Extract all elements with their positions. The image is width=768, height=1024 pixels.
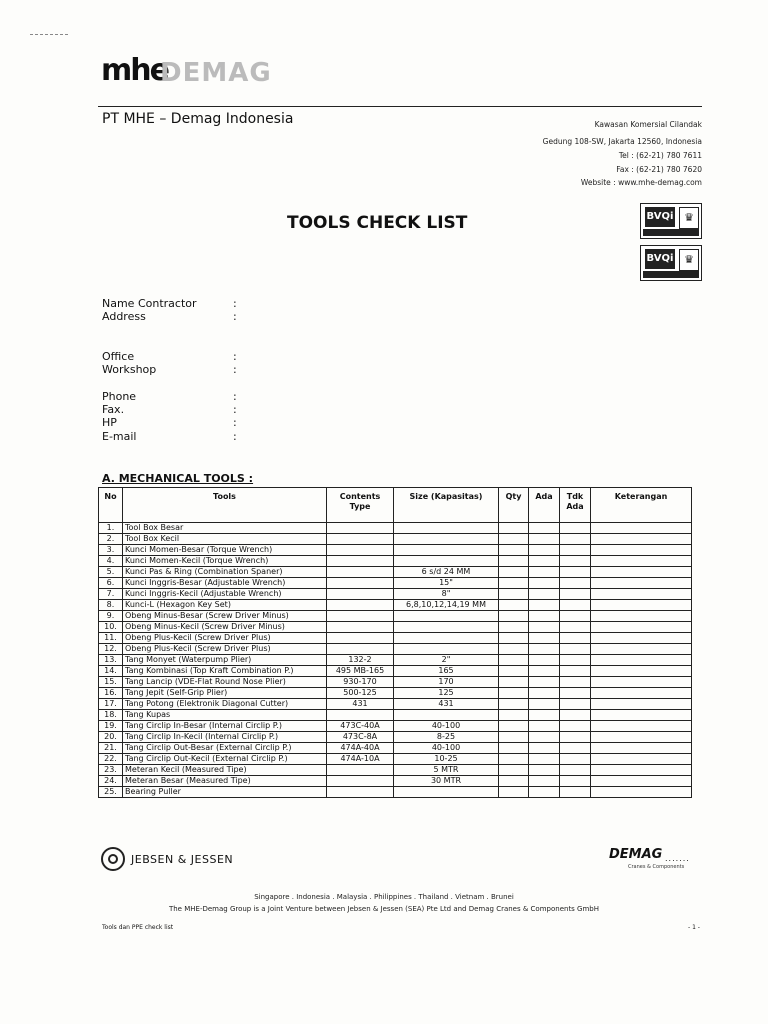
row-number: 10.	[99, 622, 123, 633]
row-number: 9.	[99, 611, 123, 622]
size-capacity: 40-100	[394, 721, 499, 732]
demag-logo: DEMAG	[160, 58, 272, 88]
table-row	[99, 677, 692, 688]
field-label-hp: HP	[102, 416, 117, 429]
tdk-ada-cell[interactable]	[560, 556, 591, 567]
qty-cell[interactable]	[499, 611, 529, 622]
tool-name: Tang Jepit (Self-Grip Plier)	[123, 688, 327, 699]
contents-type	[327, 644, 394, 655]
table-row	[99, 666, 692, 677]
table-row	[99, 556, 692, 567]
section-title: A. MECHANICAL TOOLS :	[102, 472, 254, 485]
contents-type	[327, 787, 394, 798]
keterangan-cell[interactable]	[591, 710, 692, 721]
contents-type	[327, 776, 394, 787]
contents-type	[327, 534, 394, 545]
size-capacity	[394, 556, 499, 567]
table-row	[99, 633, 692, 644]
row-number: 11.	[99, 633, 123, 644]
field-separator: :	[233, 390, 237, 403]
field-label-name-contractor: Name Contractor	[102, 297, 197, 310]
row-number: 25.	[99, 787, 123, 798]
tdk-ada-cell[interactable]	[560, 589, 591, 600]
keterangan-cell[interactable]	[591, 699, 692, 710]
row-number: 21.	[99, 743, 123, 754]
contents-type: 930-170	[327, 677, 394, 688]
ada-cell[interactable]	[529, 545, 560, 556]
qty-cell[interactable]	[499, 567, 529, 578]
qty-cell[interactable]	[499, 600, 529, 611]
ada-cell[interactable]	[529, 732, 560, 743]
footer-countries: Singapore . Indonesia . Malaysia . Philippines . Thailand . Vietnam . Brunei	[254, 893, 514, 901]
contents-type	[327, 567, 394, 578]
company-name: PT MHE – Demag Indonesia	[102, 111, 294, 127]
qty-cell[interactable]	[499, 523, 529, 534]
field-label-workshop: Workshop	[102, 363, 157, 376]
row-number: 19.	[99, 721, 123, 732]
qty-cell[interactable]	[499, 776, 529, 787]
qty-cell[interactable]	[499, 633, 529, 644]
tdk-ada-cell[interactable]	[560, 787, 591, 798]
size-capacity	[394, 523, 499, 534]
tool-name: Tang Circlip Out-Kecil (External Circlip P.)	[123, 754, 327, 765]
tdk-ada-cell[interactable]	[560, 567, 591, 578]
tool-name: Meteran Kecil (Measured Tipe)	[123, 765, 327, 776]
ada-cell[interactable]	[529, 666, 560, 677]
badge-caption-bar	[643, 271, 699, 278]
row-number: 17.	[99, 699, 123, 710]
tdk-ada-cell[interactable]	[560, 523, 591, 534]
tdk-ada-cell[interactable]	[560, 699, 591, 710]
tool-name: Tang Monyet (Waterpump Plier)	[123, 655, 327, 666]
contents-type	[327, 710, 394, 721]
qty-cell[interactable]	[499, 765, 529, 776]
tool-name: Tang Circlip In-Kecil (Internal Circlip P.)	[123, 732, 327, 743]
table-row	[99, 534, 692, 545]
keterangan-cell[interactable]	[591, 523, 692, 534]
size-capacity: 165	[394, 666, 499, 677]
tdk-ada-cell[interactable]	[560, 710, 591, 721]
contents-type: 495 MB-165	[327, 666, 394, 677]
keterangan-cell[interactable]	[591, 677, 692, 688]
table-row	[99, 721, 692, 732]
tdk-ada-cell[interactable]	[560, 732, 591, 743]
size-capacity: 8-25	[394, 732, 499, 743]
size-capacity	[394, 534, 499, 545]
size-capacity: 125	[394, 688, 499, 699]
table-row	[99, 644, 692, 655]
qty-cell[interactable]	[499, 578, 529, 589]
ada-cell[interactable]	[529, 721, 560, 732]
column-header-size: Size (Kapasitas)	[394, 488, 499, 523]
table-row	[99, 567, 692, 578]
tool-name: Kunci Inggris-Besar (Adjustable Wrench)	[123, 578, 327, 589]
contents-type: 473C-8A	[327, 732, 394, 743]
row-number: 12.	[99, 644, 123, 655]
bvqi-mark: BVQi	[645, 249, 675, 269]
qty-cell[interactable]	[499, 677, 529, 688]
crown-icon: ♛	[679, 249, 699, 271]
field-separator: :	[233, 430, 237, 443]
table-row	[99, 589, 692, 600]
qty-cell[interactable]	[499, 589, 529, 600]
size-capacity: 8"	[394, 589, 499, 600]
contents-type: 500-125	[327, 688, 394, 699]
contents-type	[327, 545, 394, 556]
qty-cell[interactable]	[499, 622, 529, 633]
qty-cell[interactable]	[499, 666, 529, 677]
table-row	[99, 688, 692, 699]
ada-cell[interactable]	[529, 688, 560, 699]
header-rule	[98, 106, 702, 107]
keterangan-cell[interactable]	[591, 644, 692, 655]
field-label-office: Office	[102, 350, 135, 363]
keterangan-cell[interactable]	[591, 688, 692, 699]
tool-name: Tang Kupas	[123, 710, 327, 721]
size-capacity: 6 s/d 24 MM	[394, 567, 499, 578]
field-separator: :	[233, 363, 237, 376]
keterangan-cell[interactable]	[591, 765, 692, 776]
row-number: 16.	[99, 688, 123, 699]
size-capacity: 6,8,10,12,14,19 MM	[394, 600, 499, 611]
qty-cell[interactable]	[499, 688, 529, 699]
tdk-ada-cell[interactable]	[560, 578, 591, 589]
footer-joint-venture-note: The MHE-Demag Group is a Joint Venture between Jebsen & Jessen (SEA) Pte Ltd and Demag Cranes & Components GmbH	[168, 905, 600, 913]
ada-cell[interactable]	[529, 743, 560, 754]
field-separator: :	[233, 416, 237, 429]
fax-line: Fax : (62-21) 780 7620	[616, 165, 702, 174]
ada-cell[interactable]	[529, 765, 560, 776]
contents-type	[327, 589, 394, 600]
certification-badge	[640, 245, 702, 281]
keterangan-cell[interactable]	[591, 732, 692, 743]
tdk-ada-cell[interactable]	[560, 743, 591, 754]
jebsen-name: JEBSEN & JESSEN	[131, 853, 234, 866]
footer-document-name: Tools dan PPE check list	[102, 924, 174, 931]
contents-type: 474A-40A	[327, 743, 394, 754]
field-separator: :	[233, 310, 237, 323]
field-separator: :	[233, 350, 237, 363]
table-row	[99, 754, 692, 765]
row-number: 24.	[99, 776, 123, 787]
phone-line: Tel : (62-21) 780 7611	[618, 151, 702, 160]
table-row	[99, 622, 692, 633]
size-capacity: 10-25	[394, 754, 499, 765]
qty-cell[interactable]	[499, 787, 529, 798]
size-capacity: 170	[394, 677, 499, 688]
size-capacity	[394, 633, 499, 644]
row-number: 18.	[99, 710, 123, 721]
field-separator: :	[233, 403, 237, 416]
tool-name: Meteran Besar (Measured Tipe)	[123, 776, 327, 787]
size-capacity: 40-100	[394, 743, 499, 754]
ada-cell[interactable]	[529, 567, 560, 578]
tool-name: Tang Circlip Out-Besar (External Circlip P.)	[123, 743, 327, 754]
size-capacity: 431	[394, 699, 499, 710]
contents-type	[327, 578, 394, 589]
size-capacity: 5 MTR	[394, 765, 499, 776]
keterangan-cell[interactable]	[591, 743, 692, 754]
qty-cell[interactable]	[499, 545, 529, 556]
keterangan-cell[interactable]	[591, 611, 692, 622]
table-row	[99, 655, 692, 666]
contents-type: 132-2	[327, 655, 394, 666]
tdk-ada-cell[interactable]	[560, 611, 591, 622]
table-row	[99, 776, 692, 787]
row-number: 13.	[99, 655, 123, 666]
row-number: 1.	[99, 523, 123, 534]
tool-name: Tool Box Kecil	[123, 534, 327, 545]
address-line: Kawasan Komersial Cilandak	[594, 120, 702, 129]
contents-type	[327, 633, 394, 644]
demag-tagline: Cranes & Components	[628, 864, 685, 870]
ada-cell[interactable]	[529, 633, 560, 644]
qty-cell[interactable]	[499, 732, 529, 743]
row-number: 3.	[99, 545, 123, 556]
document-title: TOOLS CHECK LIST	[287, 213, 468, 233]
size-capacity: 2"	[394, 655, 499, 666]
field-label-fax: Fax.	[102, 403, 125, 416]
ada-cell[interactable]	[529, 655, 560, 666]
table-row	[99, 743, 692, 754]
tdk-ada-cell[interactable]	[560, 754, 591, 765]
badge-caption-bar	[643, 229, 699, 236]
contents-type	[327, 556, 394, 567]
tool-name: Kunci Inggris-Kecil (Adjustable Wrench)	[123, 589, 327, 600]
qty-cell[interactable]	[499, 721, 529, 732]
table-header-row	[99, 488, 692, 523]
tool-name: Tool Box Besar	[123, 523, 327, 534]
field-label-email: E-mail	[102, 430, 137, 443]
tool-name: Tang Potong (Elektronik Diagonal Cutter)	[123, 699, 327, 710]
crown-icon: ♛	[679, 207, 699, 229]
ada-cell[interactable]	[529, 589, 560, 600]
keterangan-cell[interactable]	[591, 556, 692, 567]
qty-cell[interactable]	[499, 710, 529, 721]
certification-badge	[640, 203, 702, 239]
keterangan-cell[interactable]	[591, 721, 692, 732]
tdk-ada-cell[interactable]	[560, 765, 591, 776]
row-number: 4.	[99, 556, 123, 567]
table-row	[99, 545, 692, 556]
column-header-ada: Ada	[529, 488, 560, 523]
ada-cell[interactable]	[529, 600, 560, 611]
row-number: 22.	[99, 754, 123, 765]
contents-type: 431	[327, 699, 394, 710]
contents-type	[327, 523, 394, 534]
contents-type: 474A-10A	[327, 754, 394, 765]
table-row	[99, 710, 692, 721]
tdk-ada-cell[interactable]	[560, 644, 591, 655]
row-number: 8.	[99, 600, 123, 611]
tdk-ada-cell[interactable]	[560, 534, 591, 545]
ada-cell[interactable]	[529, 699, 560, 710]
keterangan-cell[interactable]	[591, 754, 692, 765]
keterangan-cell[interactable]	[591, 787, 692, 798]
table-row	[99, 600, 692, 611]
keterangan-cell[interactable]	[591, 776, 692, 787]
size-capacity	[394, 622, 499, 633]
size-capacity	[394, 611, 499, 622]
jebsen-jessen-logo	[101, 848, 233, 872]
size-capacity	[394, 787, 499, 798]
demag-dots-decoration: .......	[665, 854, 690, 863]
tdk-ada-cell[interactable]	[560, 721, 591, 732]
column-header-tools: Tools	[123, 488, 327, 523]
qty-cell[interactable]	[499, 534, 529, 545]
tool-name: Obeng Minus-Besar (Screw Driver Minus)	[123, 611, 327, 622]
row-number: 7.	[99, 589, 123, 600]
table-row	[99, 611, 692, 622]
ada-cell[interactable]	[529, 523, 560, 534]
ada-cell[interactable]	[529, 622, 560, 633]
column-header-keterangan: Keterangan	[591, 488, 692, 523]
table-row	[99, 732, 692, 743]
qty-cell[interactable]	[499, 655, 529, 666]
keterangan-cell[interactable]	[591, 655, 692, 666]
size-capacity	[394, 545, 499, 556]
ada-cell[interactable]	[529, 787, 560, 798]
size-capacity	[394, 710, 499, 721]
tools-table-body	[99, 523, 692, 798]
tool-name: Tang Kombinasi (Top Kraft Combination P.)	[123, 666, 327, 677]
keterangan-cell[interactable]	[591, 633, 692, 644]
ada-cell[interactable]	[529, 644, 560, 655]
tools-table	[98, 487, 692, 798]
column-header-contents-type: Contents Type	[327, 488, 394, 523]
tdk-ada-cell[interactable]	[560, 600, 591, 611]
tool-name: Kunci Pas & Ring (Combination Spaner)	[123, 567, 327, 578]
contents-type	[327, 600, 394, 611]
size-capacity	[394, 644, 499, 655]
ada-cell[interactable]	[529, 611, 560, 622]
keterangan-cell[interactable]	[591, 534, 692, 545]
contents-type	[327, 765, 394, 776]
jebsen-seal-icon	[101, 847, 125, 871]
tool-name: Kunci-L (Hexagon Key Set)	[123, 600, 327, 611]
tdk-ada-cell[interactable]	[560, 655, 591, 666]
size-capacity: 15"	[394, 578, 499, 589]
ada-cell[interactable]	[529, 578, 560, 589]
row-number: 5.	[99, 567, 123, 578]
tdk-ada-cell[interactable]	[560, 677, 591, 688]
row-number: 14.	[99, 666, 123, 677]
website-line: Website : www.mhe-demag.com	[580, 178, 702, 187]
field-separator: :	[233, 297, 237, 310]
keterangan-cell[interactable]	[591, 622, 692, 633]
tdk-ada-cell[interactable]	[560, 666, 591, 677]
ada-cell[interactable]	[529, 710, 560, 721]
tdk-ada-cell[interactable]	[560, 622, 591, 633]
row-number: 20.	[99, 732, 123, 743]
keterangan-cell[interactable]	[591, 545, 692, 556]
row-number: 15.	[99, 677, 123, 688]
tool-name: Tang Lancip (VDE-Flat Round Nose Plier)	[123, 677, 327, 688]
keterangan-cell[interactable]	[591, 578, 692, 589]
column-header-no: No	[99, 488, 123, 523]
keterangan-cell[interactable]	[591, 589, 692, 600]
contents-type	[327, 611, 394, 622]
qty-cell[interactable]	[499, 699, 529, 710]
contents-type: 473C-40A	[327, 721, 394, 732]
table-row	[99, 787, 692, 798]
demag-footer-logo: DEMAG	[609, 847, 663, 862]
page-number: - 1 -	[688, 924, 700, 931]
table-row	[99, 765, 692, 776]
qty-cell[interactable]	[499, 754, 529, 765]
tool-name: Obeng Plus-Kecil (Screw Driver Plus)	[123, 644, 327, 655]
tool-name: Tang Circlip In-Besar (Internal Circlip P.)	[123, 721, 327, 732]
tdk-ada-cell[interactable]	[560, 776, 591, 787]
table-row	[99, 578, 692, 589]
tool-name: Kunci Momen-Kecil (Torque Wrench)	[123, 556, 327, 567]
ada-cell[interactable]	[529, 556, 560, 567]
column-header-qty: Qty	[499, 488, 529, 523]
field-label-address: Address	[102, 310, 146, 323]
ada-cell[interactable]	[529, 754, 560, 765]
row-number: 6.	[99, 578, 123, 589]
ada-cell[interactable]	[529, 534, 560, 545]
tdk-ada-cell[interactable]	[560, 633, 591, 644]
ada-cell[interactable]	[529, 677, 560, 688]
ada-cell[interactable]	[529, 776, 560, 787]
tool-name: Obeng Minus-Kecil (Screw Driver Minus)	[123, 622, 327, 633]
qty-cell[interactable]	[499, 743, 529, 754]
tool-name: Obeng Plus-Kecil (Screw Driver Plus)	[123, 633, 327, 644]
scan-speck	[30, 34, 68, 35]
tdk-ada-cell[interactable]	[560, 688, 591, 699]
qty-cell[interactable]	[499, 644, 529, 655]
keterangan-cell[interactable]	[591, 567, 692, 578]
keterangan-cell[interactable]	[591, 600, 692, 611]
tool-name: Kunci Momen-Besar (Torque Wrench)	[123, 545, 327, 556]
bvqi-mark: BVQi	[645, 207, 675, 227]
address-line: Gedung 108-SW, Jakarta 12560, Indonesia	[542, 137, 702, 146]
tool-name: Bearing Puller	[123, 787, 327, 798]
keterangan-cell[interactable]	[591, 666, 692, 677]
contents-type	[327, 622, 394, 633]
column-header-tdk-ada: Tdk Ada	[560, 488, 591, 523]
field-label-phone: Phone	[102, 390, 137, 403]
qty-cell[interactable]	[499, 556, 529, 567]
table-row	[99, 523, 692, 534]
size-capacity: 30 MTR	[394, 776, 499, 787]
row-number: 23.	[99, 765, 123, 776]
mhe-logo: mhe	[101, 53, 168, 88]
table-row	[99, 699, 692, 710]
row-number: 2.	[99, 534, 123, 545]
tdk-ada-cell[interactable]	[560, 545, 591, 556]
